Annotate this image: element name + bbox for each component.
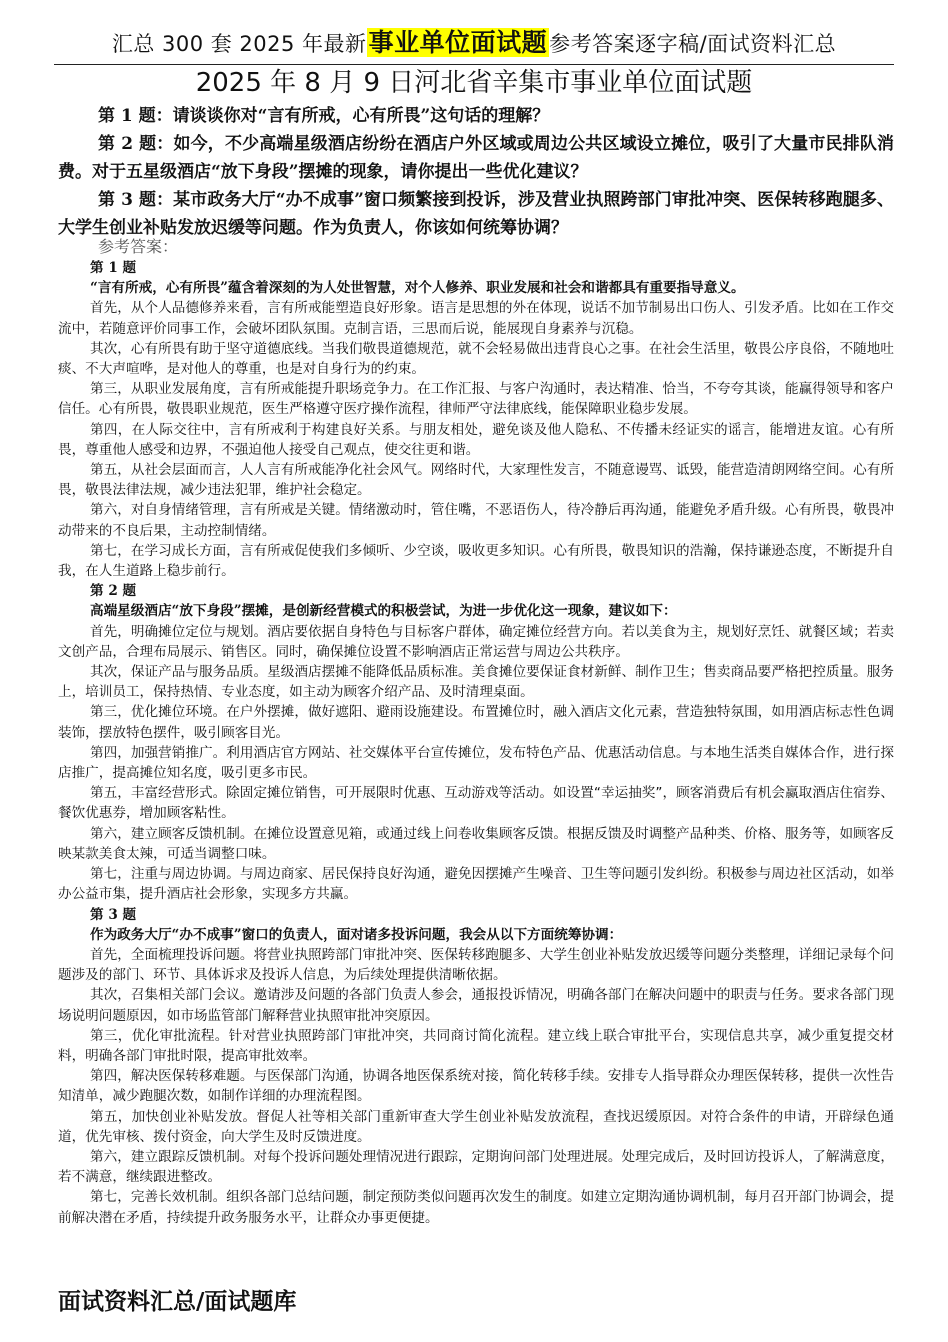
banner-suffix: 参考答案逐字稿/面试资料汇总 — [549, 32, 837, 56]
answer-1-lead: “言有所戒，心有所畏”蕴含着深刻的为人处世智慧，对个人修养、职业发展和社会和谐都具有重要指导意义。 — [90, 280, 745, 297]
question-3: 第 3 题：某市政务大厅“办不成事”窗口频繁接到投诉，涉及营业执照跨部门审批冲突、医保转移跑腿多、大学生创业补贴发放迟缓等问题。作为负责人，你该如何统筹协调？ — [58, 190, 894, 238]
answer-1-paragraph: 其次，心有所畏有助于坚守道德底线。当我们敬畏道德规范，就不会轻易做出违背良心之事。在社会生活里，敬畏公序良俗，不随地吐痰、不大声喧哗，是对他人的尊重，也是对自身行为的约束。 — [58, 340, 894, 378]
answer-3-paragraph: 其次，召集相关部门会议。邀请涉及问题的各部门负责人参会，通报投诉情况，明确各部门在解决问题中的职责与任务。要求各部门现场说明问题原因，如市场监管部门解释营业执照审批冲突原因。 — [58, 987, 894, 1024]
answer-1-paragraph: 第七，在学习成长方面，言有所戒促使我们多倾听、少空谈，吸收更多知识。心有所畏，敬畏知识的浩瀚，保持谦逊态度，不断提升自我，在人生道路上稳步前行。 — [58, 542, 894, 580]
answer-3-paragraph: 第七，完善长效机制。组织各部门总结问题，制定预防类似问题再次发生的制度。如建立定期沟通协调机制，每月召开部门协调会，提前解决潜在矛盾，持续提升政务服务水平，让群众办事更便捷。 — [58, 1189, 894, 1226]
answer-1-paragraph: 第三，从职业发展角度，言有所戒能提升职场竞争力。在工作汇报、与客户沟通时，表达精准、恰当，不夸夸其谈，能赢得领导和客户信任。心有所畏，敬畏职业规范，医生严格遵守医疗操作流程，律师严守法律底线，能保障职业稳步发展。 — [58, 381, 894, 418]
footer-title: 面试资料汇总/面试题库 — [58, 1289, 297, 1315]
header-divider — [54, 64, 894, 65]
answer-2-lead: 高端星级酒店“放下身段”摆摊，是创新经营模式的积极尝试，为进一步优化这一现象，建议如下： — [90, 603, 677, 620]
answer-2-paragraph: 第四，加强营销推广。利用酒店官方网站、社交媒体平台宣传摊位，发布特色产品、优惠活动信息。与本地生活类自媒体合作，进行探店推广，提高摊位知名度，吸引更多市民。 — [58, 744, 894, 782]
answer-3-paragraph: 首先，全面梳理投诉问题。将营业执照跨部门审批冲突、医保转移跑腿多、大学生创业补贴发放迟缓等问题分类整理，详细记录每个问题涉及的部门、环节、具体诉求及投诉人信息，为后续处理提供清晰依据。 — [58, 946, 894, 984]
answer-2-paragraph: 第六，建立顾客反馈机制。在摊位设置意见箱，或通过线上问卷收集顾客反馈。根据反馈及时调整产品种类、价格、服务等，如顾客反映某款美食太辣，可适当调整口味。 — [58, 825, 894, 862]
answer-3-title: 第 3 题 — [90, 906, 137, 923]
question-2: 第 2 题：如今，不少高端星级酒店纷纷在酒店户外区域或周边公共区域设立摊位，吸引了大量市民排队消费。对于五星级酒店“放下身段”摆摊的现象，请你提出一些优化建议？ — [58, 134, 894, 182]
header-banner — [0, 28, 948, 59]
banner-highlight: 事业单位面试题 — [368, 28, 548, 57]
answer-2-title: 第 2 题 — [90, 583, 137, 600]
answer-1-paragraph: 第五，从社会层面而言，人人言有所戒能净化社会风气。网络时代，大家理性发言，不随意谩骂、诋毁，能营造清朗网络空间。心有所畏，敬畏法律法规，减少违法犯罪，维护社会稳定。 — [58, 462, 894, 499]
answer-3-paragraph: 第三，优化审批流程。针对营业执照跨部门审批冲突，共同商讨简化流程。建立线上联合审批平台，实现信息共享，减少重复提交材料，明确各部门审批时限，提高审批效率。 — [58, 1027, 894, 1064]
answer-1-paragraph: 第四，在人际交往中，言有所戒利于构建良好关系。与朋友相处，避免谈及他人隐私、不传播未经证实的谣言，能增进友谊。心有所畏，尊重他人感受和边界，不强迫他人接受自己观点，使交往更和谐。 — [58, 421, 894, 458]
answer-2-paragraph: 第三，优化摊位环境。在户外摆摊，做好遮阳、避雨设施建设。布置摊位时，融入酒店文化元素，营造独特氛围，如用酒店标志性色调装饰，摆放特色摆件，吸引顾客目光。 — [58, 704, 894, 741]
answer-1-title: 第 1 题 — [90, 260, 137, 276]
answer-3-lead: 作为政务大厅“办不成事”窗口的负责人，面对诸多投诉问题，我会从以下方面统筹协调： — [90, 926, 623, 943]
answer-2-paragraph: 其次，保证产品与服务品质。星级酒店摆摊不能降低品质标准。美食摊位要保证食材新鲜、制作卫生；售卖商品要严格把控质量。服务上，培训员工，保持热情、专业态度，如主动为顾客介绍产品、及时清理桌面。 — [58, 664, 894, 701]
page-title: 2025 年 8 月 9 日河北省辛集市事业单位面试题 — [195, 68, 753, 98]
question-1: 第 1 题：请谈谈你对“言有所戒，心有所畏”这句话的理解？ — [98, 106, 550, 126]
question-list — [58, 102, 894, 242]
answer-2-paragraph: 首先，明确摊位定位与规划。酒店要依据自身特色与目标客户群体，确定摊位经营方向。若以美食为主，规划好烹饪、就餐区域；若卖文创产品，合理布局展示、销售区。同时，确保摊位设置不影响酒店正常运营与周边公共秩序。 — [58, 623, 894, 660]
answer-3-paragraph: 第四，解决医保转移难题。与医保部门沟通，协调各地医保系统对接，简化转移手续。安排专人指导群众办理医保转移，提供一次性告知清单，减少跑腿次数，如制作详细的办理流程图。 — [58, 1068, 894, 1105]
answer-1-paragraph: 首先，从个人品德修养来看，言有所戒能塑造良好形象。语言是思想的外在体现，说话不加节制易出口伤人、引发矛盾。比如在工作交流中，若随意评价同事工作，会破坏团队氛围。克制言语，三思而后说，能展现自身素养与沉稳。 — [58, 300, 894, 337]
answer-body — [58, 258, 894, 1228]
answer-2-paragraph: 第五，丰富经营形式。除固定摊位销售，可开展限时优惠、互动游戏等活动。如设置“幸运抽奖”，顾客消费后有机会赢取酒店住宿券、餐饮优惠券，增加顾客粘性。 — [58, 785, 894, 822]
banner-prefix: 汇总 300 套 2025 年最新 — [111, 32, 367, 56]
answer-1-paragraph: 第六，对自身情绪管理，言有所戒是关键。情绪激动时，管住嘴，不恶语伤人，待冷静后再沟通，能避免矛盾升级。心有所畏，敬畏冲动带来的不良后果，主动控制情绪。 — [58, 502, 894, 539]
answer-2-paragraph: 第七，注重与周边协调。与周边商家、居民保持良好沟通，避免因摆摊产生噪音、卫生等问题引发纠纷。积极参与周边社区活动，如举办公益市集，提升酒店社会形象，实现多方共赢。 — [58, 866, 894, 903]
answer-3-paragraph: 第五，加快创业补贴发放。督促人社等相关部门重新审查大学生创业补贴发放流程，查找迟缓原因。对符合条件的申请，开辟绿色通道，优先审核、拨付资金，向大学生及时反馈进度。 — [58, 1108, 894, 1145]
answer-3-paragraph: 第六，建立跟踪反馈机制。对每个投诉问题处理情况进行跟踪，定期询问部门处理进展。处理完成后，及时回访投诉人，了解满意度，若不满意，继续跟进整改。 — [58, 1148, 894, 1186]
reference-answer-label: 参考答案： — [98, 237, 179, 256]
